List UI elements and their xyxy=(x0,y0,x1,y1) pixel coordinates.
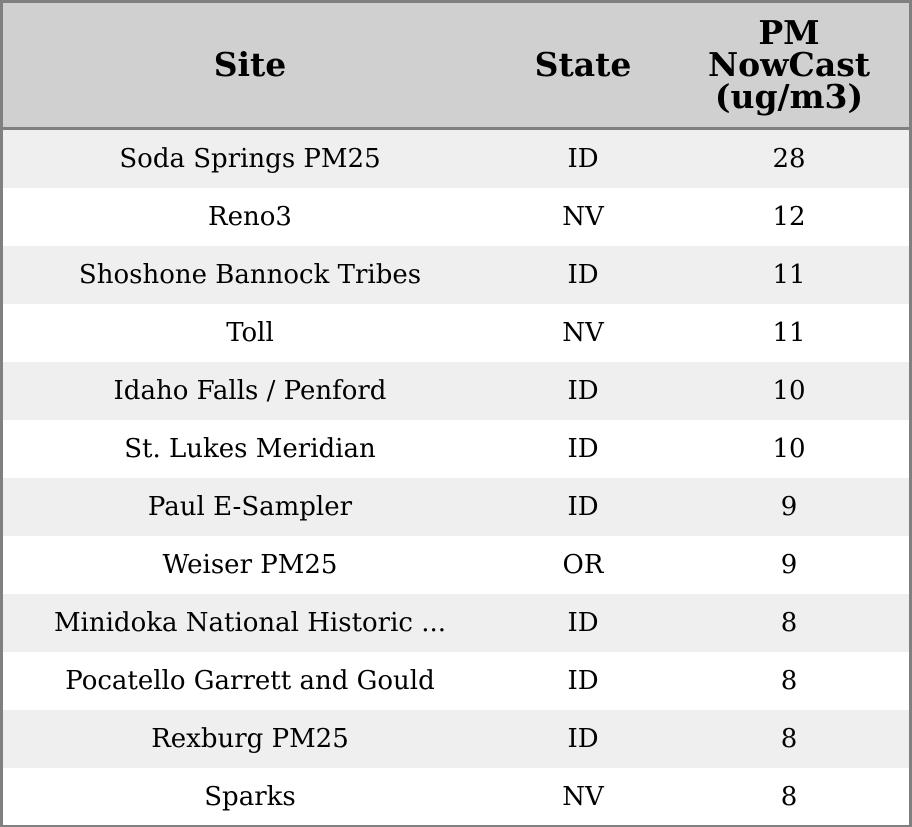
cell-state: ID xyxy=(497,420,669,478)
column-header-site: Site xyxy=(3,3,497,129)
cell-site: Soda Springs PM25 xyxy=(3,129,497,189)
table-row xyxy=(3,478,909,536)
cell-site: Rexburg PM25 xyxy=(3,710,497,768)
cell-pm: 8 xyxy=(669,768,909,825)
cell-pm: 10 xyxy=(669,420,909,478)
cell-state: NV xyxy=(497,768,669,825)
header-pm-line3: (ug/m3) xyxy=(714,77,864,116)
data-table xyxy=(3,3,909,825)
header-pm-line1: PM xyxy=(758,13,820,52)
table-row xyxy=(3,536,909,594)
cell-state: NV xyxy=(497,188,669,246)
cell-state: NV xyxy=(497,304,669,362)
column-header-pm-nowcast xyxy=(669,3,909,129)
cell-pm: 28 xyxy=(669,129,909,189)
cell-site: Toll xyxy=(3,304,497,362)
cell-pm: 8 xyxy=(669,652,909,710)
cell-site: Shoshone Bannock Tribes xyxy=(3,246,497,304)
table-row xyxy=(3,594,909,652)
header-pm-line2: NowCast xyxy=(707,45,871,84)
table-row xyxy=(3,768,909,825)
cell-pm: 8 xyxy=(669,710,909,768)
cell-site: Paul E-Sampler xyxy=(3,478,497,536)
table-body xyxy=(3,129,909,826)
cell-pm: 8 xyxy=(669,594,909,652)
cell-pm: 9 xyxy=(669,478,909,536)
table-row xyxy=(3,188,909,246)
header-row xyxy=(3,3,909,129)
cell-site: Idaho Falls / Penford xyxy=(3,362,497,420)
cell-state: OR xyxy=(497,536,669,594)
cell-state: ID xyxy=(497,362,669,420)
cell-state: ID xyxy=(497,710,669,768)
cell-state: ID xyxy=(497,246,669,304)
table-row xyxy=(3,304,909,362)
cell-state: ID xyxy=(497,652,669,710)
cell-site: Sparks xyxy=(3,768,497,825)
cell-pm: 10 xyxy=(669,362,909,420)
table-row xyxy=(3,420,909,478)
cell-site: Minidoka National Historic ... xyxy=(3,594,497,652)
cell-site: Weiser PM25 xyxy=(3,536,497,594)
cell-pm: 9 xyxy=(669,536,909,594)
cell-state: ID xyxy=(497,594,669,652)
table-row xyxy=(3,710,909,768)
cell-pm: 12 xyxy=(669,188,909,246)
column-header-state: State xyxy=(497,3,669,129)
cell-pm: 11 xyxy=(669,246,909,304)
cell-state: ID xyxy=(497,478,669,536)
table-row xyxy=(3,129,909,189)
table-header xyxy=(3,3,909,129)
table-row xyxy=(3,246,909,304)
cell-state: ID xyxy=(497,129,669,189)
table-row xyxy=(3,652,909,710)
cell-site: St. Lukes Meridian xyxy=(3,420,497,478)
table-row xyxy=(3,362,909,420)
cell-site: Reno3 xyxy=(3,188,497,246)
cell-site: Pocatello Garrett and Gould xyxy=(3,652,497,710)
cell-pm: 11 xyxy=(669,304,909,362)
